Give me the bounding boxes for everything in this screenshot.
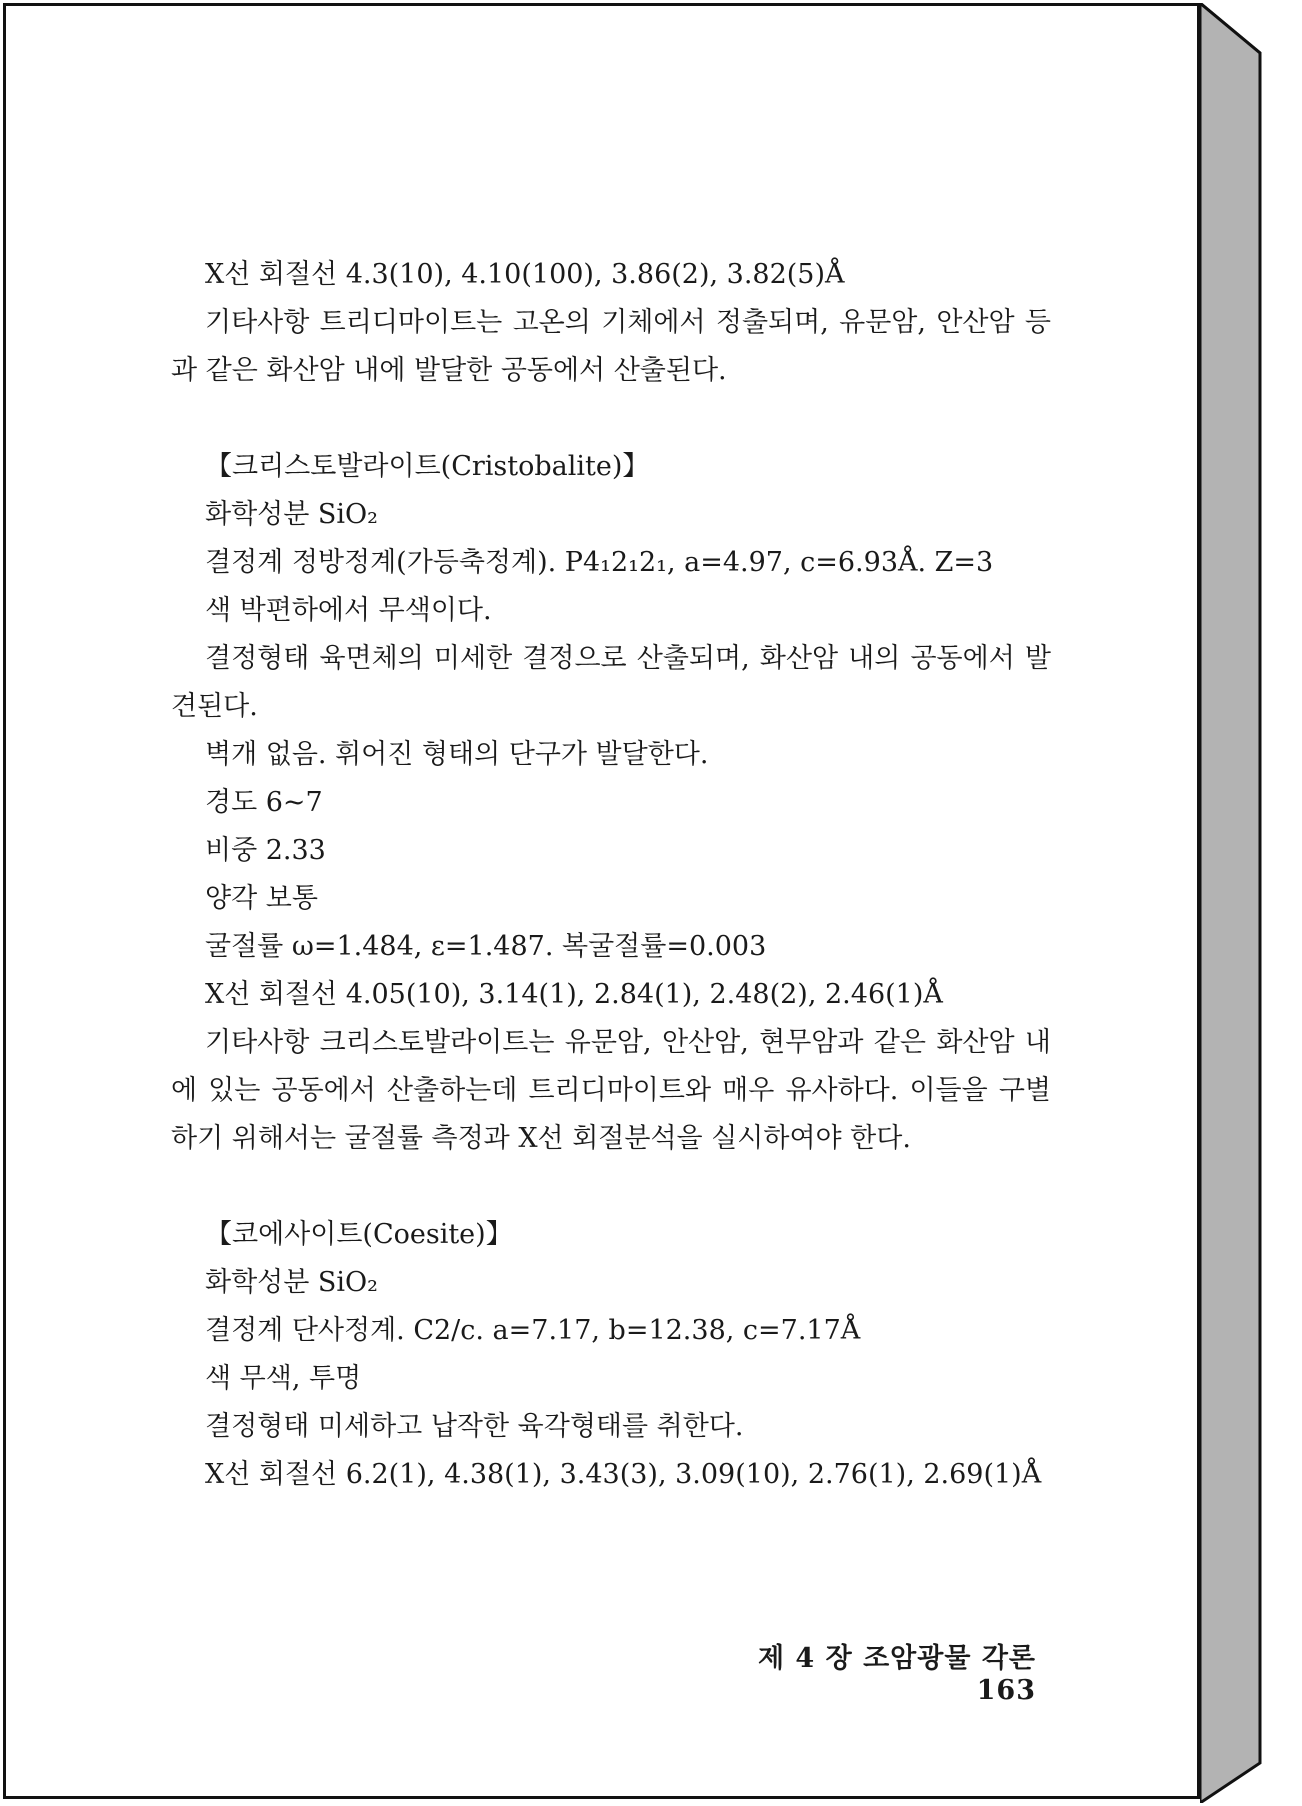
text-line: 벽개 없음. 휘어진 형태의 단구가 발달한다. [205,739,709,770]
paragraph: 기타사항 크리스토발라이트는 유문암, 안산암, 현무암과 같은 화산암 내에 있는 공동에서 산출하는데 트리디마이트와 매우 유사하다. 이들을 구별하기 위해서는 굴절률 측정과 X선 회절분석을 실시하여야 한다. [171,1027,1051,1154]
page-footer: 제 4 장 조암광물 각론 163 [757,1643,1036,1706]
paragraph: 기타사항 트리디마이트는 고온의 기체에서 정출되며, 유문암, 안산암 등과 같은 화산암 내에 발달한 공동에서 산출된다. [171,307,1051,386]
paragraph: 결정형태 육면체의 미세한 결정으로 산출되며, 화산암 내의 공동에서 발견된다. [171,643,1051,722]
book-page [3,3,1200,1799]
text-line: 굴절률 ω=1.484, ε=1.487. 복굴절률=0.003 [205,931,767,962]
text-line: 비중 2.33 [205,835,326,866]
text-line: X선 회절선 6.2(1), 4.38(1), 3.43(3), 3.09(10), 2.76(1), 2.69(1)Å [205,1459,1042,1490]
section-heading-coesite: 【코에사이트(Coesite)】 [205,1219,513,1250]
spine-face [1200,3,1260,1803]
text-line: 경도 6~7 [205,787,323,818]
text-line: 색 박편하에서 무색이다. [205,595,492,626]
page-body [171,251,1051,1499]
text-line: X선 회절선 4.3(10), 4.10(100), 3.86(2), 3.82(5)Å [205,259,845,290]
text-line: 결정계 정방정계(가등축정계). P4₁2₁2₁, a=4.97, c=6.93Å. Z=3 [205,547,994,578]
text-line: 색 무색, 투명 [205,1363,362,1394]
text-line: 양각 보통 [205,883,318,914]
text-line: 화학성분 SiO₂ [205,1267,379,1298]
spacer [171,1163,1051,1211]
text-line: 화학성분 SiO₂ [205,499,379,530]
section-heading-cristobalite: 【크리스토발라이트(Cristobalite)】 [205,451,650,482]
text-line: 결정형태 미세하고 납작한 육각형태를 취한다. [205,1411,744,1442]
book-spine [1200,3,1300,1803]
text-line: 결정계 단사정계. C2/c. a=7.17, b=12.38, c=7.17Å [205,1315,861,1346]
spacer [171,395,1051,443]
text-line: X선 회절선 4.05(10), 3.14(1), 2.84(1), 2.48(2), 2.46(1)Å [205,979,943,1010]
